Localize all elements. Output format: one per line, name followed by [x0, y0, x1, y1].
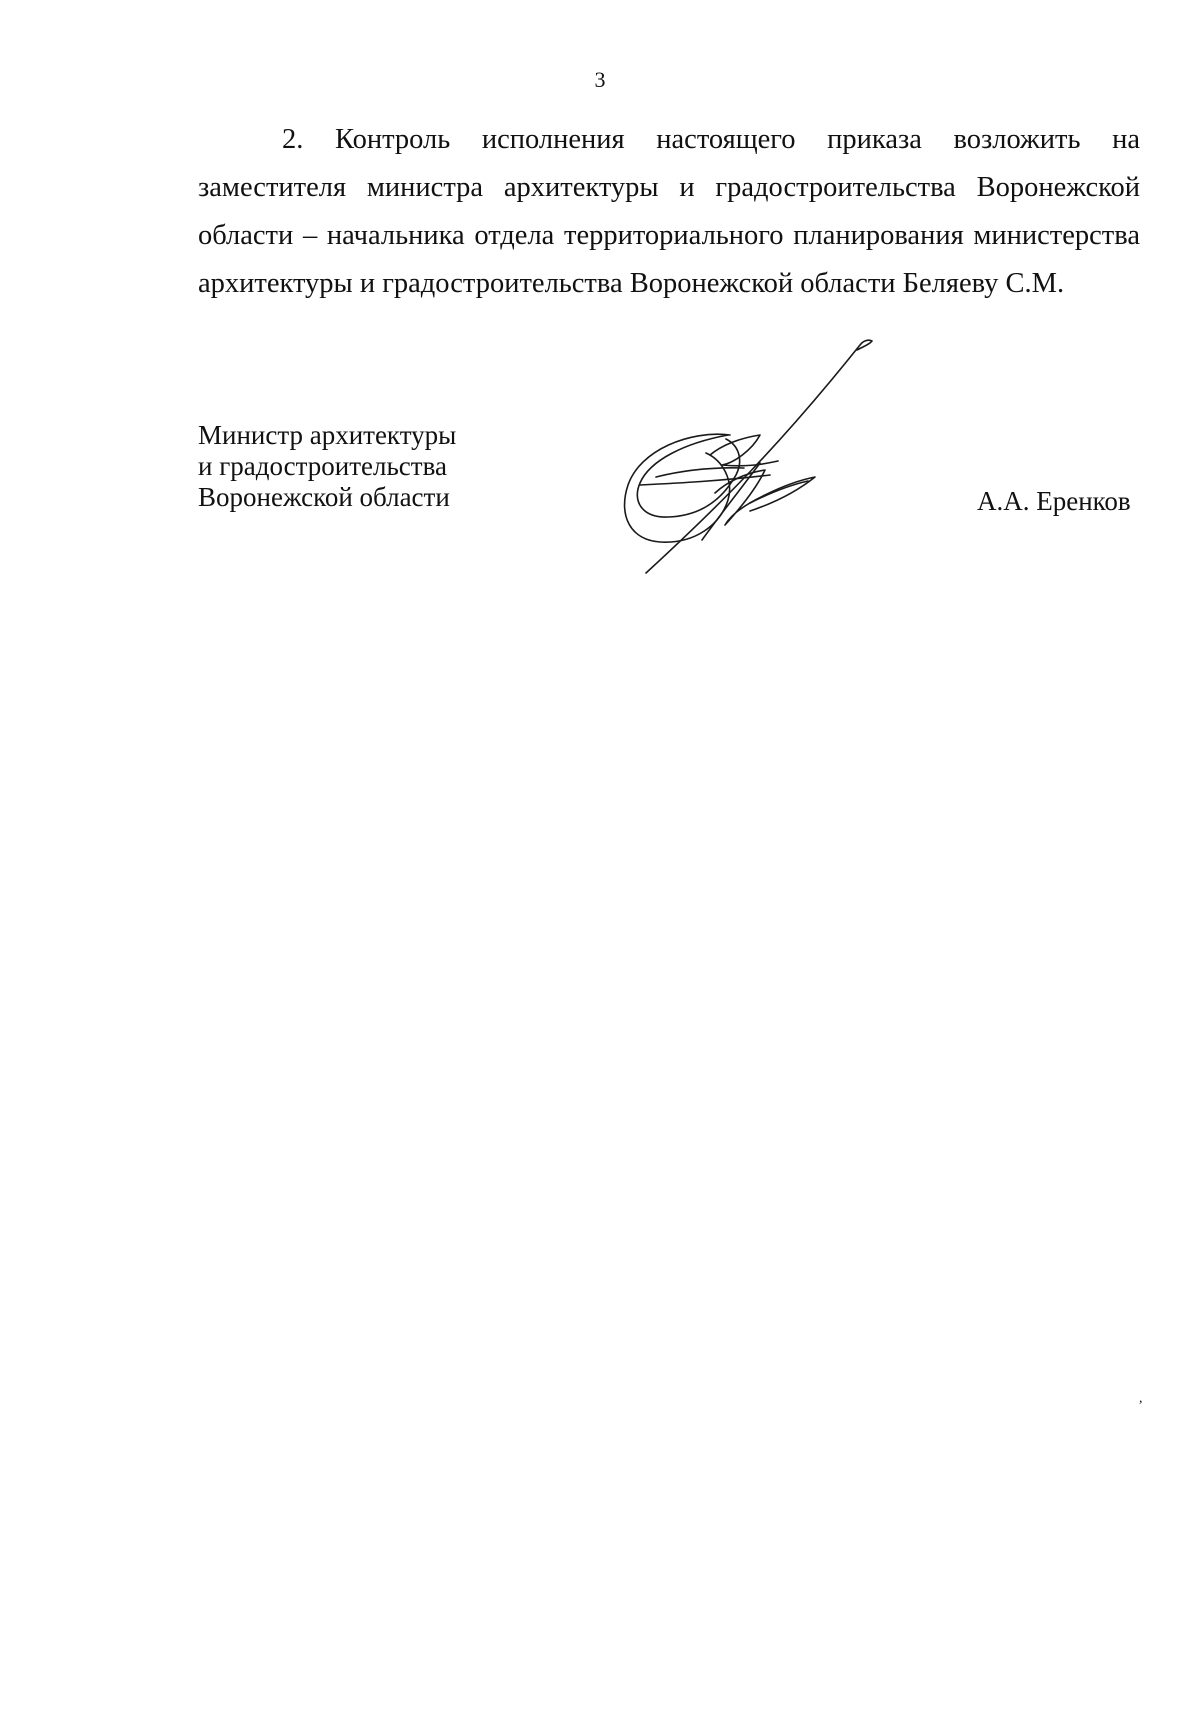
signatory-title-line: Министр архитектуры [198, 420, 457, 450]
signatory-title [198, 420, 456, 513]
signer-name: А.А. Еренков [977, 486, 1131, 516]
margin-mark: , [1139, 1391, 1143, 1406]
signatory-title-line: Воронежской области [198, 482, 450, 512]
handwritten-signature [610, 335, 950, 585]
page-number: 3 [594, 67, 606, 92]
body-paragraph: 2. Контроль исполнения настоящего приказа возложить на заместителя министра архитектуры и градостроительства Воронежской области – начальника отдела территориального планирования министерства архитектуры и градостроительства Воронежской области Беляеву С.М. [198, 124, 1140, 299]
signatory-title-line: и градостроительства [198, 451, 447, 481]
